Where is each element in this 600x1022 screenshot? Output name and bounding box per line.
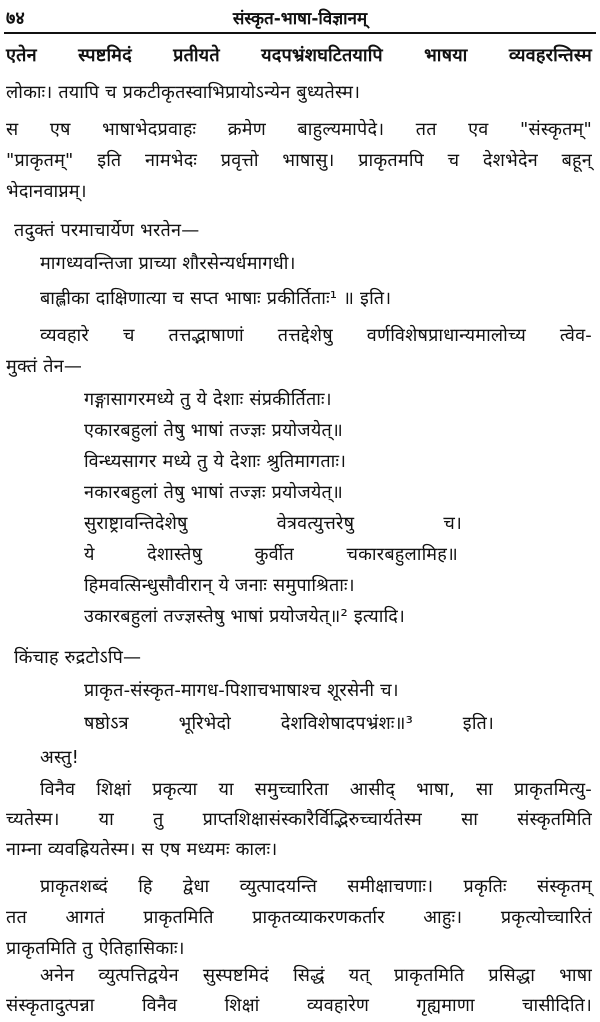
paragraph-line: विनैव शिक्षां प्रकृत्या या समुच्चारिता आसीद् भाषा, सा प्राकृतमित्यु- bbox=[40, 779, 592, 800]
verse-line: हिमवत्सिन्धुसौवीरान् ये जनाः समुपाश्रिताः। bbox=[84, 575, 355, 596]
running-title: संस्कृत-भाषा-विज्ञानम् bbox=[232, 9, 368, 29]
verse-line: उकारबहुलां तज्ज्ञस्तेषु भाषां प्रयोजयेत्॥² इत्यादि। bbox=[84, 606, 406, 627]
paragraph-line: अस्तु! bbox=[40, 747, 80, 768]
paragraph-line: "प्राकृतम्" इति नामभेदः प्रवृत्तो भाषासु। प्राकृतमपि च देशभेदेन बहून् bbox=[6, 150, 592, 171]
paragraph-line: अनेन व्युत्पत्तिद्वयेन सुस्पष्टमिदं सिद्धं यत् प्राकृतमिति प्रसिद्धा भाषा bbox=[40, 965, 592, 986]
paragraph-line: भेदानवाप्नम्। bbox=[6, 181, 87, 202]
verse-line: प्राकृत-संस्कृत-मागध-पिशाचभाषाश्च शूरसेनी च। bbox=[84, 680, 399, 701]
paragraph-line: मुक्तं तेन— bbox=[6, 356, 83, 377]
verse-line: सुराष्ट्रावन्तिदेशेषु वेत्रवत्युत्तरेषु च। bbox=[84, 513, 462, 534]
paragraph-line: प्राकृतशब्दं हि द्वेधा व्युत्पादयन्ति समीक्षाचणाः। प्रकृतिः संस्कृतम् bbox=[40, 876, 592, 897]
paragraph-line: च्यतेस्म। या तु प्राप्तशिक्षासंस्कारैर्विद्भिरुच्चार्यतेस्म सा संस्कृतमिति bbox=[6, 809, 592, 830]
verse-line: विन्ध्यसागर मध्ये तु ये देशाः श्रुतिमागताः। bbox=[84, 451, 347, 472]
paragraph-line: व्यवहारे च तत्तद्भाषाणां तत्तद्देशेषु वर्णविशेषप्राधान्यमालोच्य त्वेव- bbox=[40, 325, 592, 346]
header-rule bbox=[4, 32, 596, 34]
paragraph-line: स एष भाषाभेदप्रवाहः क्रमेण बाहुल्यमापेदे। तत एव "संस्कृतम्" bbox=[6, 119, 592, 140]
paragraph-line: नाम्ना व्यवह्रियतेस्म। स एष मध्यमः कालः। bbox=[6, 839, 278, 860]
paragraph-line: तत आगतं प्राकृतमिति प्राकृतव्याकरणकर्तार आहुः। प्रकृत्योच्चारितं bbox=[6, 907, 592, 928]
paragraph-line: संस्कृतादुत्पन्ना विनैव शिक्षां व्यवहारेण गृह्यमाणा चासीदिति। bbox=[6, 995, 592, 1016]
quote-intro: तदुक्तं परमाचार्येण भरतेन— bbox=[14, 220, 200, 241]
verse-line: बाह्लीका दाक्षिणात्या च सप्त भाषाः प्रकीर्तिताः¹ ॥ इति। bbox=[40, 288, 392, 309]
quote-intro: किंचाह रुद्रटोऽपि— bbox=[14, 647, 142, 668]
page-number: ७४ bbox=[6, 8, 25, 29]
paragraph-line: एतेन स्पष्टमिदं प्रतीयते यदपभ्रंशघटितयापि भाषया व्यवहरन्तिस्म bbox=[6, 45, 592, 66]
verse-line: मागध्यवन्तिजा प्राच्या शौरसेन्यर्धमागधी। bbox=[40, 253, 296, 274]
verse-line: षष्ठोऽत्र भूरिभेदो देशविशेषादपभ्रंशः॥³ इति। bbox=[84, 713, 494, 734]
verse-line: ये देशास्तेषु कुर्वीत चकारबहुलामिह॥ bbox=[84, 544, 458, 565]
verse-line: नकारबहुलां तेषु भाषां तज्ज्ञः प्रयोजयेत्॥ bbox=[84, 482, 343, 503]
verse-line: गङ्गासागरमध्ये तु ये देशाः संप्रकीर्तिताः। bbox=[84, 389, 332, 410]
paragraph-line: लोकाः। तयापि च प्रकटीकृतस्वाभिप्रायोऽन्येन बुध्यतेस्म। bbox=[6, 82, 361, 103]
page-header bbox=[0, 0, 600, 30]
verse-line: एकारबहुलां तेषु भाषां तज्ज्ञः प्रयोजयेत्॥ bbox=[84, 420, 343, 441]
paragraph-line: प्राकृतमिति तु ऐतिहासिकाः। bbox=[6, 938, 185, 959]
